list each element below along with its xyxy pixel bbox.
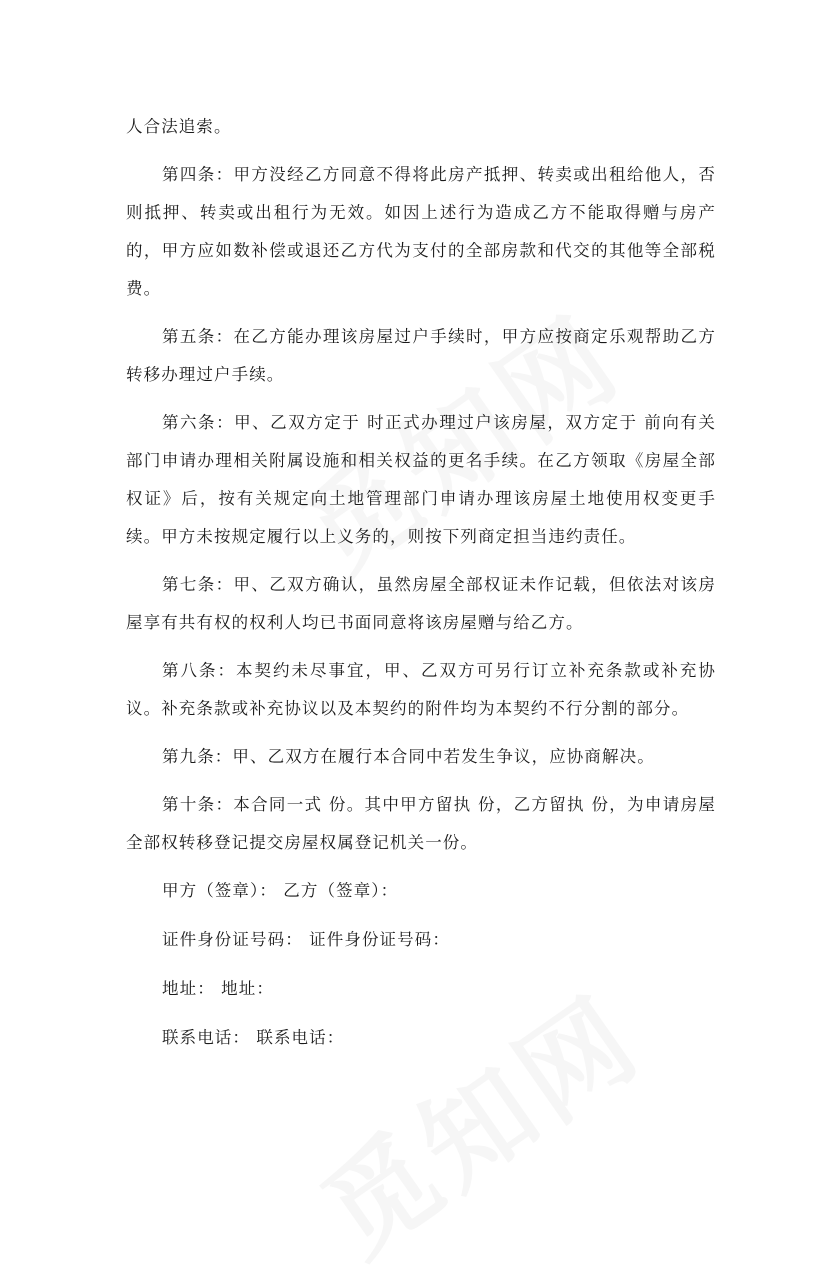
clause-5: 第五条：在乙方能办理该房屋过户手续时，甲方应按商定乐观帮助乙方转移办理过户手续。 — [126, 327, 716, 384]
signature-phone-line: 联系电话： 联系电话： — [162, 1028, 345, 1047]
clause-7: 第七条：甲、乙双方确认，虽然房屋全部权证未作记载，但依法对该房屋享有共有权的权利人均已书面同意将该房屋赠与给乙方。 — [126, 575, 716, 632]
signature-id-line: 证件身份证号码： 证件身份证号码： — [162, 930, 450, 949]
clause-6: 第六条：甲、乙双方定于 时正式办理过户该房屋，双方定于 前向有关部门申请办理相关附属设施和相关权益的更名手续。在乙方领取《房屋全部权证》后，按有关规定向土地管理部门申请办理该房屋土地使用权变更手续。甲方未按规定履行以上义务的，则按下列商定担当违约责任。 — [126, 413, 716, 546]
paragraph-continuation: 人合法追索。 — [126, 117, 232, 136]
clause-9: 第九条：甲、乙双方在履行本合同中若发生争议，应协商解决。 — [162, 747, 655, 766]
clause-4: 第四条：甲方没经乙方同意不得将此房产抵押、转卖或出租给他人，否则抵押、转卖或出租行为无效。如因上述行为造成乙方不能取得赠与房产的，甲方应如数补偿或退还乙方代为支付的全部房款和代交的其他等全部税费。 — [126, 165, 716, 298]
signature-address-line: 地址： 地址： — [162, 979, 274, 998]
signature-party-line: 甲方（签章）： 乙方（签章）： — [162, 881, 399, 900]
clause-8: 第八条：本契约未尽事宜，甲、乙双方可另行订立补充条款或补充协议。补充条款或补充协议以及本契约的附件均为本契约不行分割的部分。 — [126, 661, 716, 718]
clause-10: 第十条：本合同一式 份。其中甲方留执 份，乙方留执 份，为申请房屋全部权转移登记提交房屋权属登记机关一份。 — [126, 795, 716, 852]
document-body — [126, 108, 716, 1057]
